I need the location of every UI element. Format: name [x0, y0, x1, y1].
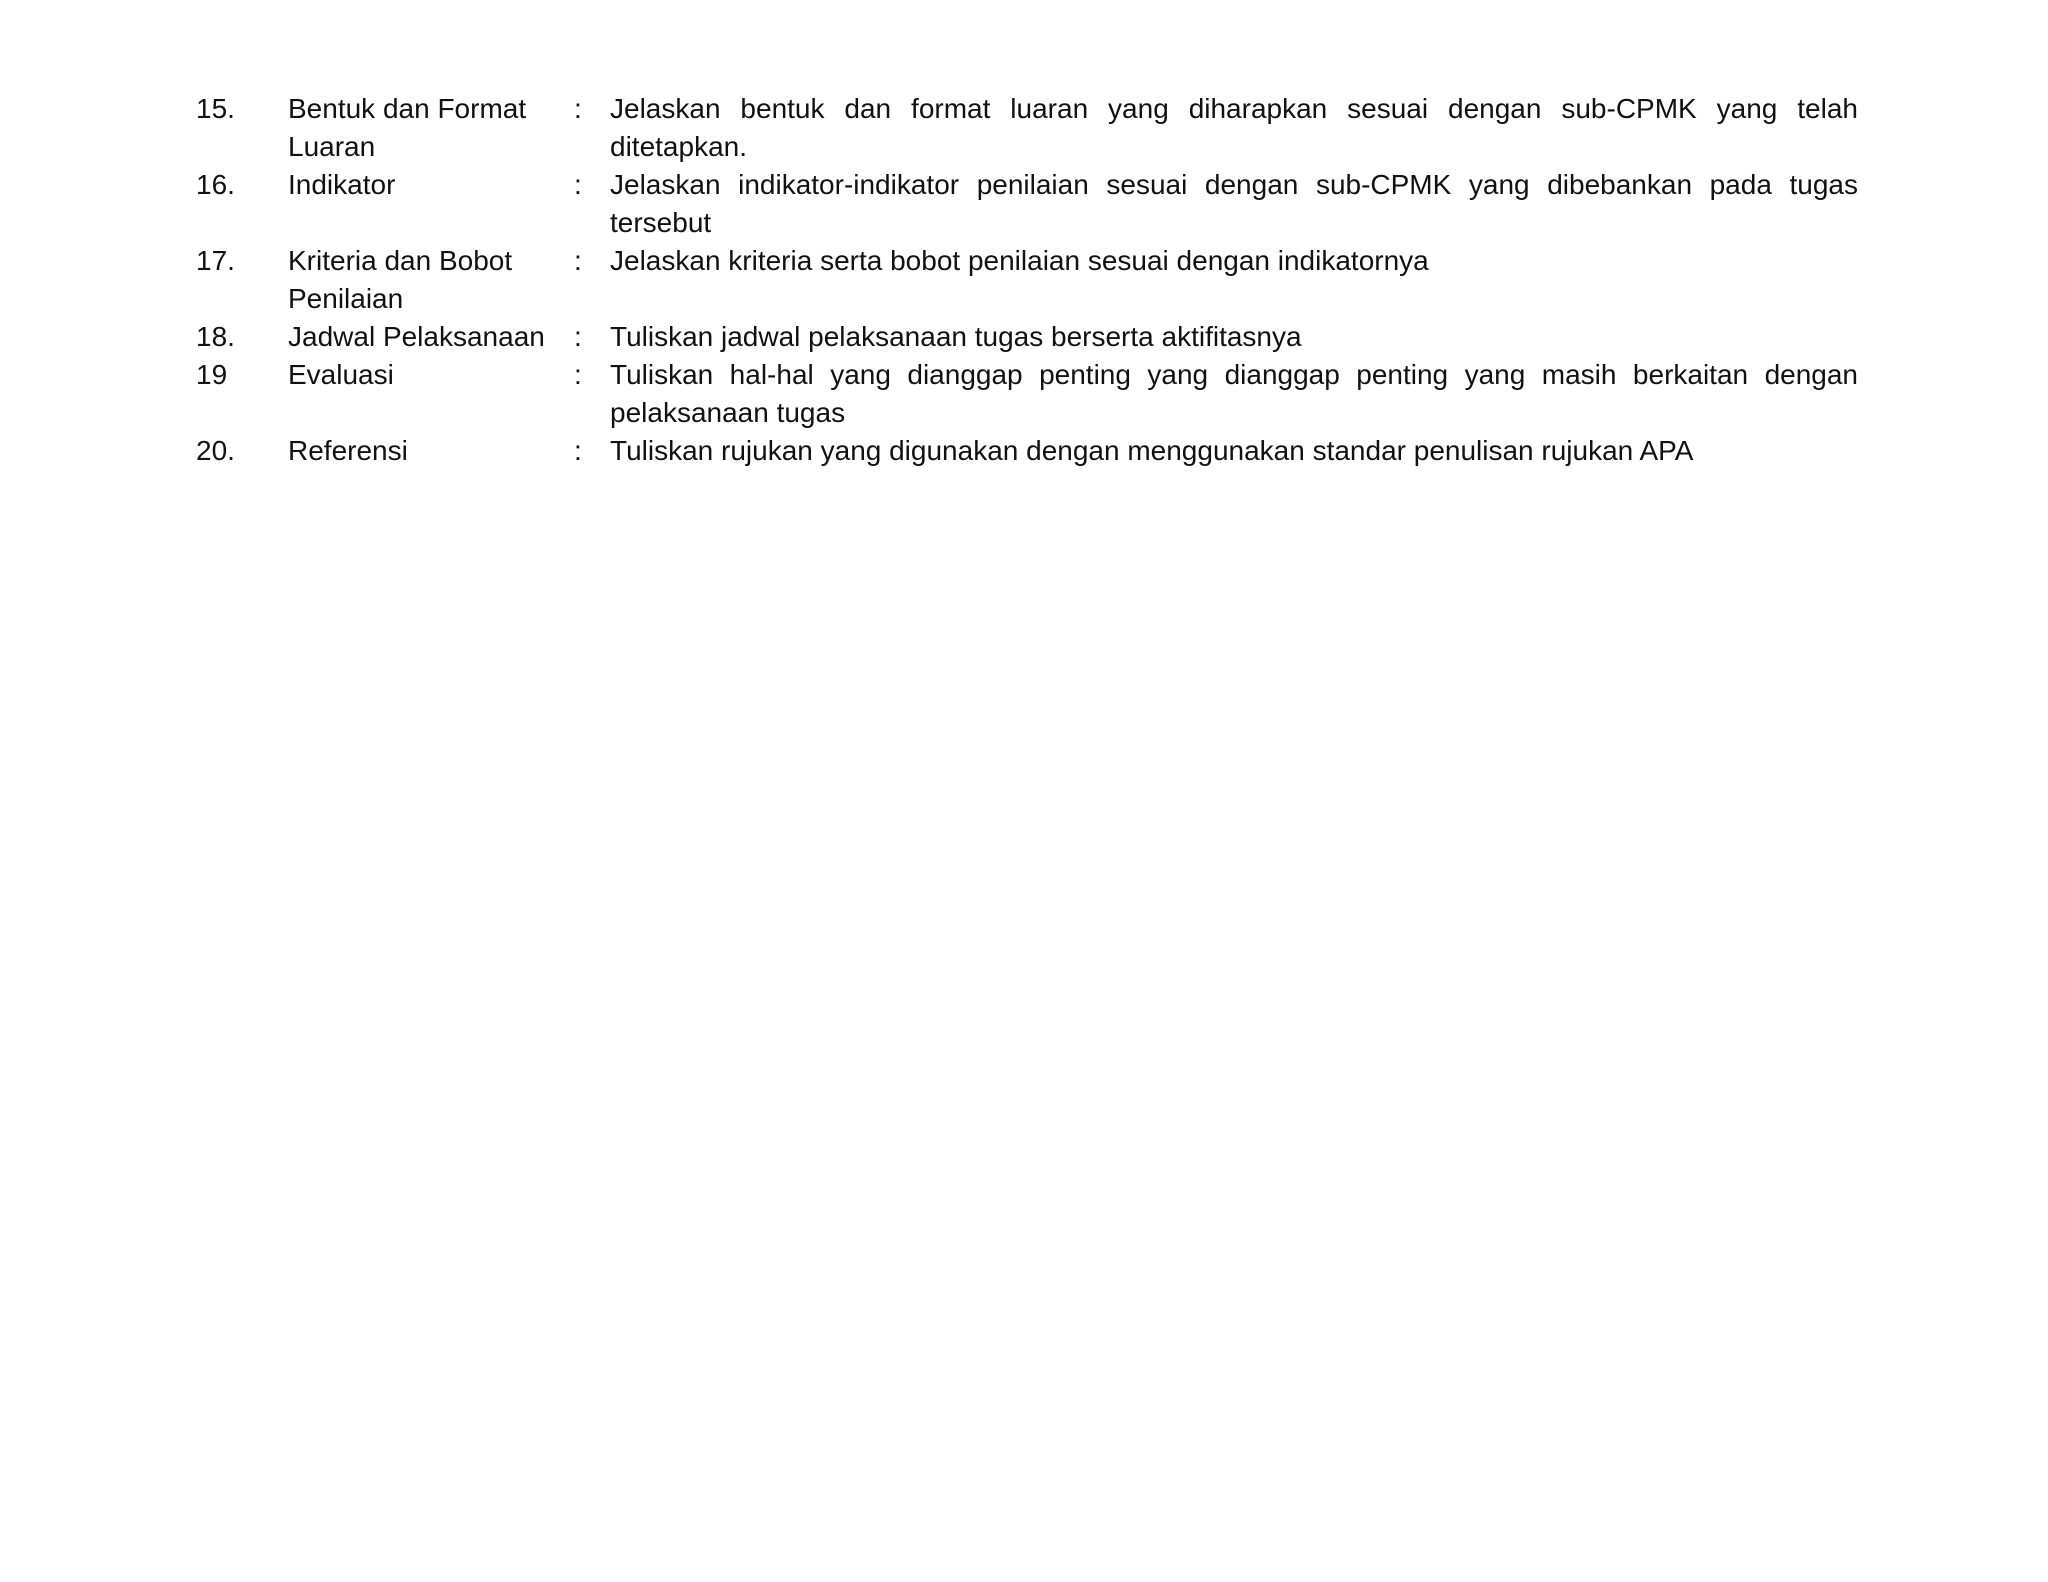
- item-number: 15.: [196, 93, 235, 124]
- item-list: [196, 90, 1858, 470]
- item-description: Jelaskan bentuk dan format luaran yang diharapkan sesuai dengan sub-CPMK yang telah ditetapkan.: [610, 93, 1858, 162]
- item-number: 20.: [196, 435, 235, 466]
- list-item: [196, 90, 1858, 166]
- list-item: [196, 242, 1858, 318]
- item-separator: :: [574, 321, 582, 352]
- list-item: [196, 356, 1858, 432]
- item-description: Tuliskan rujukan yang digunakan dengan menggunakan standar penulisan rujukan APA: [610, 435, 1694, 466]
- item-separator: :: [574, 359, 582, 390]
- list-item: [196, 318, 1858, 356]
- item-number: 19: [196, 359, 228, 390]
- item-number: 16.: [196, 169, 235, 200]
- item-separator: :: [574, 435, 582, 466]
- item-label: Bentuk dan Format Luaran: [288, 93, 527, 162]
- item-description: Tuliskan hal-hal yang dianggap penting yang dianggap penting yang masih berkaitan dengan pelaksanaan tugas: [610, 359, 1858, 428]
- item-label: Kriteria dan Bobot Penilaian: [288, 245, 513, 314]
- list-item: [196, 166, 1858, 242]
- item-description: Jelaskan indikator-indikator penilaian sesuai dengan sub-CPMK yang dibebankan pada tugas tersebut: [610, 169, 1858, 238]
- item-label: Referensi: [288, 435, 408, 466]
- item-number: 18.: [196, 321, 235, 352]
- item-label: Evaluasi: [288, 359, 394, 390]
- item-description: Tuliskan jadwal pelaksanaan tugas berserta aktifitasnya: [610, 321, 1302, 352]
- item-separator: :: [574, 93, 582, 124]
- item-separator: :: [574, 245, 582, 276]
- item-label: Jadwal Pelaksanaan: [288, 321, 545, 352]
- item-number: 17.: [196, 245, 235, 276]
- item-separator: :: [574, 169, 582, 200]
- item-description: Jelaskan kriteria serta bobot penilaian sesuai dengan indikatornya: [610, 245, 1429, 276]
- list-item: [196, 432, 1858, 470]
- item-label: Indikator: [288, 169, 396, 200]
